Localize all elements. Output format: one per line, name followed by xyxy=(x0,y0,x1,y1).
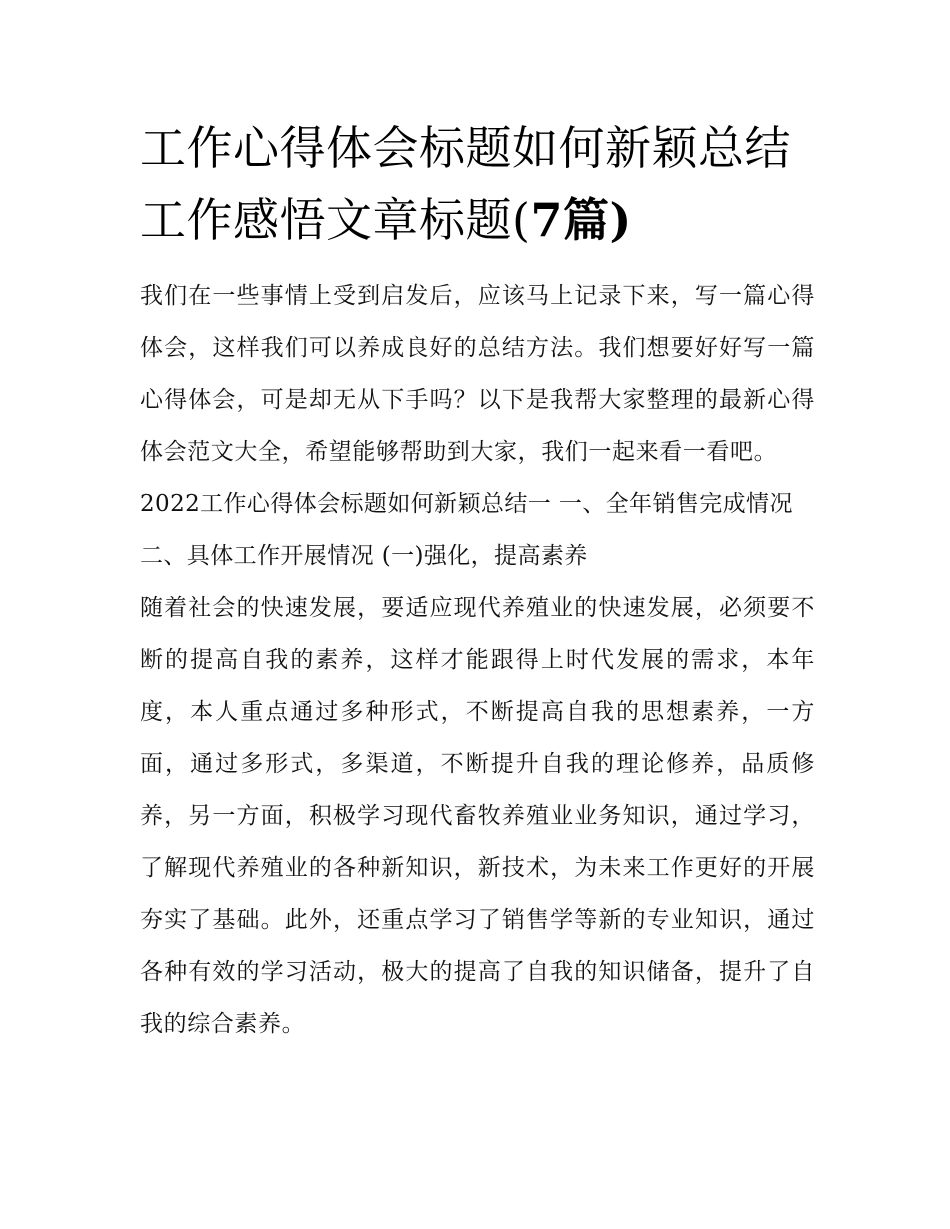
section-heading: 2022工作心得体会标题如何新颖总结一 一、全年销售完成情况 二、具体工作开展情况 (一)强化，提高素养 xyxy=(140,491,793,569)
document-content xyxy=(140,112,815,1050)
intro-paragraph: 我们在一些事情上受到启发后，应该马上记录下来，写一篇心得体会，这样我们可以养成良好的总结方法。我们想要好好写一篇心得体会，可是却无从下手吗？以下是我帮大家整理的最新心得体会范文大全，希望能够帮助到大家，我们一起来看一看吧。 xyxy=(140,283,815,465)
document-title xyxy=(140,112,815,256)
document-title-main: 工作心得体会标题如何新颖总结 工作感悟文章标题( xyxy=(140,121,791,247)
document-title-suffix: 7篇) xyxy=(530,193,632,247)
body-paragraph: 随着社会的快速发展，要适应现代养殖业的快速发展，必须要不断的提高自我的素养，这样才能跟得上时代发展的需求，本年度，本人重点通过多种形式，不断提高自我的思想素养，一方面，通过多形式，多渠道，不断提升自我的理论修养，品质修养，另一方面，积极学习现代畜牧养殖业业务知识，通过学习，了解现代养殖业的各种新知识，新技术，为未来工作更好的开展夯实了基础。此外，还重点学习了销售学等新的专业知识，通过各种有效的学习活动，极大的提高了自我的知识储备，提升了自我的综合素养。 xyxy=(140,595,815,1037)
